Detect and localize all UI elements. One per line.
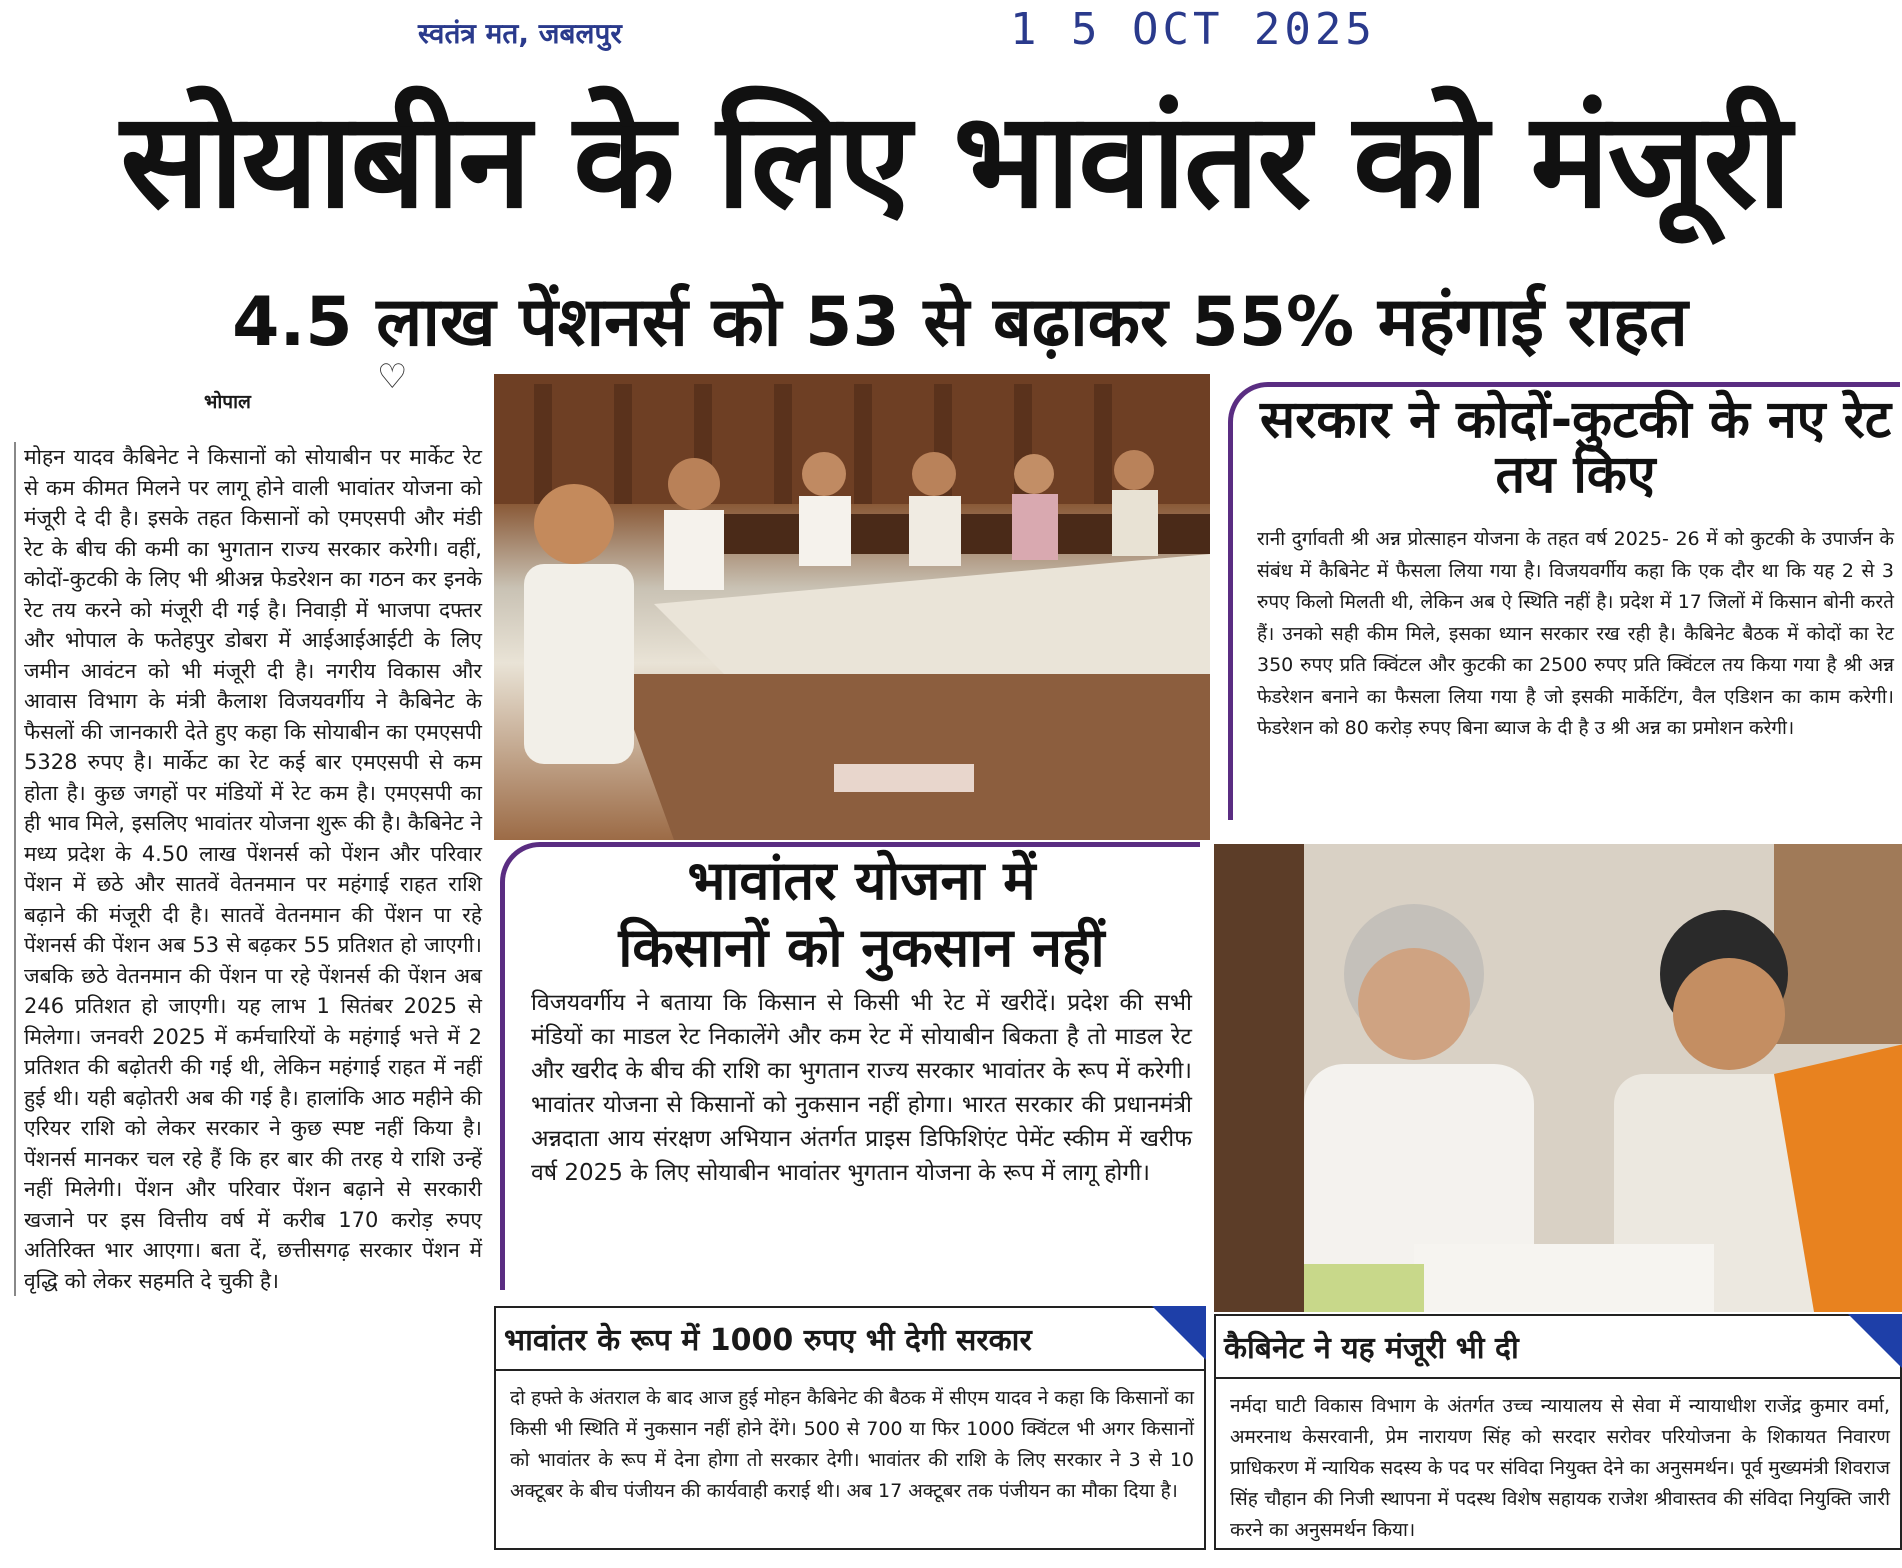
bhavantar-title-line1: भावांतर योजना में: [687, 849, 1036, 912]
strip-cabinet-approval: [1214, 1314, 1902, 1550]
subheadline: 4.5 लाख पेंशनर्स को 53 से बढ़ाकर 55% महंगाई राहत: [232, 283, 1688, 362]
leaders-photo: [1214, 844, 1902, 1312]
corner-accent-icon: [1848, 1314, 1902, 1368]
kodo-kutki-body: रानी दुर्गावती श्री अन्न प्रोत्साहन योजना के तहत वर्ष 2025- 26 में को कुटकी के उपार्जन के संबंध में कैबिनेट में फैसला लिया गया है। विजयवर्गीय कहा कि एक दौर था कि यह 2 से 3 रुपए किलो मिलती थी, लेकिन अब ऐ स्थिति नहीं है। प्रदेश में 17 जिलों में किसान बोनी करते हैं। उनको सही कीम मिले, इसका ध्यान सरकार रख रही है। कैबिनेट बैठक में कोदों का रेट 350 रुपए प्रति क्विंटल और कुटकी का 2500 रुपए प्रति क्विंटल तय किया गया है श्री अन्न फेडरेशन बनाने का फैसला लिया गया है जो इसकी मार्केटिंग, वैल एडिशन का काम करेगी। फेडरेशन को 80 करोड़ रुपए बिना ब्याज के दी है उ श्री अन्न का प्रमोशन करेगी।: [1257, 528, 1894, 740]
leaders-illustration: [1214, 844, 1902, 1312]
kodo-kutki-title: सरकार ने कोदों-कुटकी के नए रेट तय किए: [1259, 390, 1892, 505]
strip-1000-rupees: [494, 1306, 1206, 1550]
strip-cabinet-body: नर्मदा घाटी विकास विभाग के अंतर्गत उच्च न्यायालय से सेवा में न्यायाधीश राजेंद्र कुमार वर्मा, अमरनाथ केसरवानी, प्रेम नारायण सिंह को सरदार सरोवर परियोजना के शिकायत निवारण प्राधिकरण में न्यायिक सदस्य के पद पर संविदा नियुक्त देने का अनुसमर्थन। पूर्व मुख्यमंत्री शिवराज सिंह चौहान की निजी स्थापना में पदस्थ विशेष सहायक राजेश श्रीवास्तव की संविदा नियुक्ति जारी करने का अनुसमर्थन किया।: [1230, 1395, 1890, 1541]
strip-cabinet-title: कैबिनेट ने यह मंजूरी भी दी: [1216, 1316, 1900, 1379]
corner-accent-icon: [1152, 1306, 1206, 1360]
strip-1000-body: दो हफ्ते के अंतराल के बाद आज हुई मोहन कैबिनेट की बैठक में सीएम यादव ने कहा कि किसानों का किसी भी स्थिति में नुकसान नहीं होने देंगे। 500 से 700 या फिर 1000 क्विंटल भी अगर किसानों को भावांतर के रूप में देना होगा तो सरकार देगी। भावांतर की राशि के लिए सरकार ने 3 से 10 अक्टूबर के बीच पंजीयन की कार्यवाही कराई थी। अब 17 अक्टूबर तक पंजीयन का मौका दिया है।: [510, 1387, 1194, 1502]
headline: सोयाबीन के लिए भावांतर को मंजूरी: [120, 84, 1790, 238]
heart-doodle-icon: ♡: [377, 357, 408, 397]
bhavantar-body: विजयवर्गीय ने बताया कि किसान से किसी भी रेट में खरीदें। प्रदेश की सभी मंडियों का माडल रेट निकालेंगे और कम रेट में सोयाबीन बिकता है तो माडल रेट और खरीद के बीच की राशि का भुगतान राज्य सरकार भावांतर के रूप में करेगी। भावांतर योजना से किसानों को नुकसान नहीं होगा। भारत सरकार की प्रधानमंत्री अन्नदाता आय संरक्षण अभियान अंतर्गत प्राइस डिफिशिएंट पेमेंट स्कीम में खरीफ वर्ष 2025 के लिए सोयाबीन भावांतर भुगतान योजना के रूप में लागू होगी।: [531, 990, 1192, 1187]
bhavantar-title-line2: किसानों को नुकसान नहीं: [618, 915, 1105, 979]
main-story-body: मोहन यादव कैबिनेट ने किसानों को सोयाबीन पर मार्केट रेट से कम कीमत मिलने पर लागू होने वाली भावांतर योजना को मंजूरी दे दी है। इसके तहत किसानों को एमएसपी और मंडी रेट के बीच की कमी का भुगतान राज्य सरकार करेगी। वहीं, कोदों-कुटकी के लिए भी श्रीअन्न फेडरेशन का गठन कर इनके रेट तय करने को मंजूरी दी गई है। निवाड़ी में भाजपा दफ्तर और भोपाल के फतेहपुर डोबरा में आईआईआईटी के लिए जमीन आवंटन को भी मंजूरी दी है। नगरीय विकास और आवास विभाग के मंत्री कैलाश विजयवर्गीय ने कैबिनेट के फैसलों की जानकारी देते हुए कहा कि सोयाबीन का एमएसपी 5328 रुपए है। मार्केट का रेट कई बार एमएसपी से कम होता है। कुछ जगहों पर मंडियों में रेट कम है। एमएसपी का ही भाव मिले, इसलिए भावांतर योजना शुरू की है। कैबिनेट ने मध्य प्रदेश के 4.50 लाख पेंशनर्स को पेंशन और परिवार पेंशन में छठे और सातवें वेतनमान पर महंगाई राहत राशि बढ़ाने की मंजूरी दी है। सातवें वेतनमान की पेंशन पा रहे पेंशनर्स की पेंशन अब 53 से बढ़कर 55 प्रतिशत हो जाएगी। जबकि छठे वेतनमान की पेंशन पा रहे पेंशनर्स की पेंशन अब 246 प्रतिशत हो जाएगी। यह लाभ 1 सितंबर 2025 से मिलेगा। जनवरी 2025 में कर्मचारियों के महंगाई भत्ते में 2 प्रतिशत की बढ़ोतरी की गई थी, लेकिन महंगाई राहत में नहीं हुई थी। यही बढ़ोतरी अब की गई है। हालांकि आठ महीने की एरियर राशि को लेकर सरकार ने कुछ स्पष्ट नहीं किया है। पेंशनर्स मानकर चल रहे हैं कि हर बार की तरह ये राशि उन्हें नहीं मिलेगी। पेंशन और परिवार पेंशन बढ़ाने से सरकारी खजाने पर इस वित्तीय वर्ष में करीब 170 करोड़ रुपए अतिरिक्त भार आएगा। बता दें, छत्तीसगढ़ सरकार पेंशन में वृद्धि को लेकर सहमति दे चुकी है।: [14, 442, 486, 1296]
cabinet-meeting-illustration: [494, 374, 1210, 840]
masthead-source: स्वतंत्र मत, जबलपुर: [418, 17, 622, 50]
cabinet-meeting-photo: [494, 374, 1210, 840]
dateline: भोपाल: [204, 391, 251, 413]
strip-1000-title: भावांतर के रूप में 1000 रुपए भी देगी सरकार: [496, 1308, 1204, 1371]
kodo-kutki-box: [1228, 382, 1900, 820]
bhavantar-box: [500, 842, 1200, 1290]
main-story: [14, 370, 486, 1550]
masthead-date-stamp: 1 5 OCT 2025: [1010, 4, 1376, 55]
